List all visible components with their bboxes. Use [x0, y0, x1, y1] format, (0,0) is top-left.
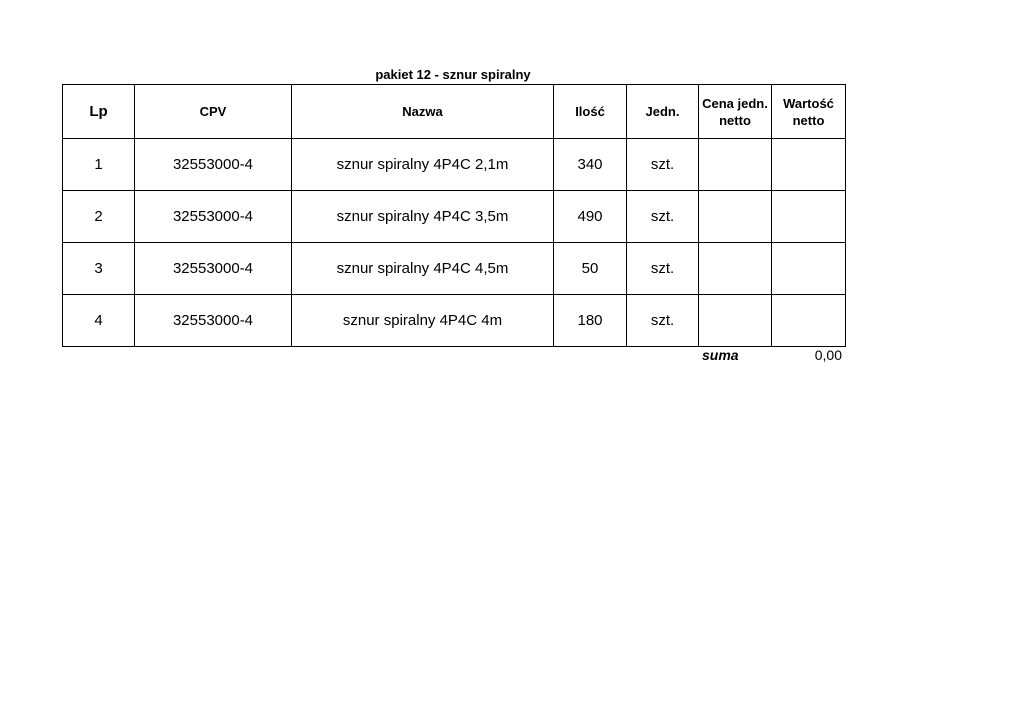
cell-cena [699, 295, 772, 347]
cell-jedn: szt. [627, 191, 699, 243]
column-header-cena [699, 85, 772, 139]
table-row [63, 295, 846, 347]
cell-lp: 2 [63, 191, 135, 243]
column-header-cpv: CPV [135, 85, 292, 139]
cell-lp: 4 [63, 295, 135, 347]
cell-nazwa: sznur spiralny 4P4C 2,1m [292, 139, 554, 191]
cell-cena [699, 243, 772, 295]
cell-jedn: szt. [627, 295, 699, 347]
cell-cpv: 32553000-4 [135, 139, 292, 191]
page-title: pakiet 12 - sznur spiralny [375, 67, 531, 82]
cell-nazwa: sznur spiralny 4P4C 4,5m [292, 243, 554, 295]
column-header-wartosc [772, 85, 846, 139]
column-header-ilosc: Ilość [554, 85, 627, 139]
cell-lp: 3 [63, 243, 135, 295]
cell-cpv: 32553000-4 [135, 295, 292, 347]
table-row [63, 243, 846, 295]
column-header-cena-line2: netto [719, 112, 751, 128]
package-table [62, 84, 846, 347]
cell-ilosc: 180 [554, 295, 627, 347]
cell-ilosc: 340 [554, 139, 627, 191]
column-header-jedn: Jedn. [627, 85, 699, 139]
table-header-row [63, 85, 846, 139]
cell-wartosc [772, 295, 846, 347]
sum-label: suma [702, 347, 739, 363]
cell-cena [699, 139, 772, 191]
cell-wartosc [772, 243, 846, 295]
column-header-cena-line1: Cena jedn. [702, 95, 768, 111]
cell-cpv: 32553000-4 [135, 191, 292, 243]
cell-cena [699, 191, 772, 243]
column-header-lp: Lp [63, 85, 135, 139]
cell-wartosc [772, 191, 846, 243]
cell-lp: 1 [63, 139, 135, 191]
cell-nazwa: sznur spiralny 4P4C 3,5m [292, 191, 554, 243]
cell-nazwa: sznur spiralny 4P4C 4m [292, 295, 554, 347]
table-row [63, 191, 846, 243]
column-header-wartosc-line1: Wartość [783, 95, 834, 111]
column-header-nazwa: Nazwa [292, 85, 554, 139]
cell-jedn: szt. [627, 139, 699, 191]
cell-ilosc: 490 [554, 191, 627, 243]
cell-wartosc [772, 139, 846, 191]
cell-jedn: szt. [627, 243, 699, 295]
sum-value: 0,00 [814, 347, 842, 363]
cell-ilosc: 50 [554, 243, 627, 295]
cell-cpv: 32553000-4 [135, 243, 292, 295]
column-header-wartosc-line2: netto [792, 112, 825, 128]
table-row [63, 139, 846, 191]
